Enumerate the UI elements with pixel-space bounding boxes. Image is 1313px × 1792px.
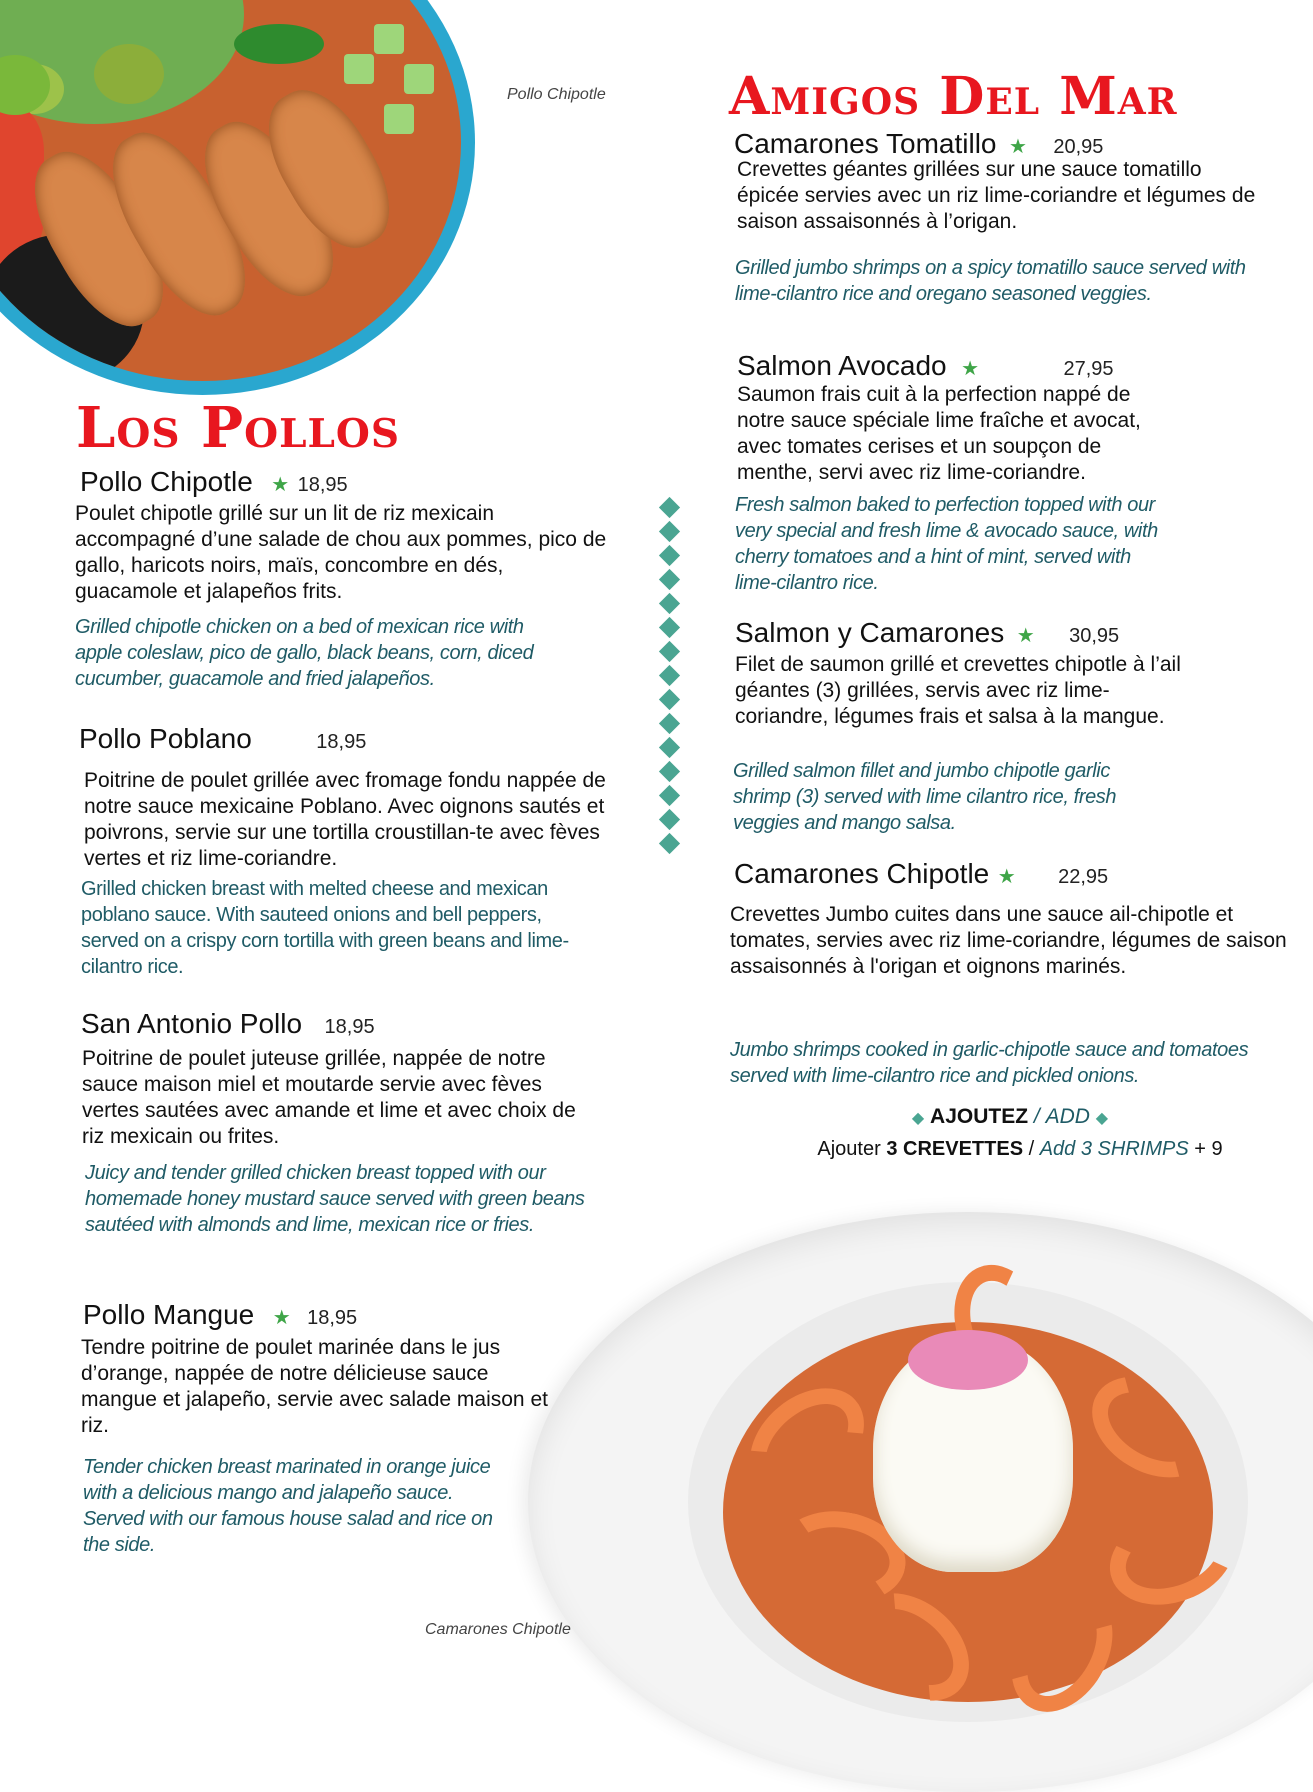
item-name: Pollo Mangue — [83, 1299, 255, 1330]
star-icon: ★ — [272, 1307, 291, 1329]
photo-caption-bottom: Camarones Chipotle — [425, 1621, 571, 1638]
menu-item-salmon-avocado — [737, 350, 1114, 382]
item-description-en: Grilled chipotle chicken on a bed of mexican rice with apple coleslaw, pico de gallo, black beans, corn, diced cucumber, guacamole and fried jalapeños. — [75, 616, 534, 690]
add-on-label-en: ADD — [1045, 1105, 1090, 1128]
add-on-shrimp-fr: 3 CREVETTES — [886, 1138, 1024, 1160]
item-name: Camarones Chipotle — [734, 858, 990, 889]
menu-item-pollo-chipotle — [80, 466, 348, 498]
star-icon: ★ — [1016, 625, 1035, 647]
add-on-slash: / — [1033, 1105, 1040, 1128]
item-name: San Antonio Pollo — [81, 1008, 303, 1039]
add-on-line — [740, 1138, 1300, 1161]
item-description-en: Tender chicken breast marinated in orange juice with a delicious mango and jalapeño sauce. Served with our famous house salad and rice on the side. — [83, 1456, 493, 1556]
menu-item-pollo-poblano — [79, 723, 366, 755]
star-icon: ★ — [997, 866, 1016, 888]
item-description-fr: Crevettes Jumbo cuites dans une sauce ail-chipotle et tomates, servies avec riz lime-coriandre, légumes de saison assaisonnés à l'origan et oignons marinés. — [730, 903, 1287, 978]
item-description-fr: Tendre poitrine de poulet marinée dans le jus d’orange, nappée de notre délicieuse sauce mangue et jalapeño, servie avec salade maison et riz. — [81, 1336, 548, 1437]
item-price: 18,95 — [297, 474, 348, 496]
camarones-chipotle-photo — [528, 1212, 1313, 1792]
diamond-icon: ◆ — [1095, 1110, 1109, 1127]
item-description-en: Juicy and tender grilled chicken breast topped with our homemade honey mustard sauce served with green beans sautéed with almonds and lime, mexican rice or fries. — [85, 1162, 585, 1236]
menu-item-camarones-chipotle — [734, 858, 1108, 890]
amigos-del-mar-title: Amigos Del Mar — [729, 66, 1178, 127]
item-price: 30,95 — [1069, 625, 1120, 647]
diamond-icon: ◆ — [911, 1110, 925, 1127]
item-price: 27,95 — [1063, 358, 1114, 380]
item-description-en: Grilled jumbo shrimps on a spicy tomatillo sauce served with lime-cilantro rice and oregano seasoned veggies. — [735, 257, 1246, 305]
add-on-prefix: Ajouter — [817, 1138, 881, 1160]
item-description-en: Fresh salmon baked to perfection topped with our very special and fresh lime & avocado sauce, with cherry tomatoes and a hint of mint, served with lime-cilantro rice. — [735, 494, 1158, 594]
add-on-heading — [730, 1105, 1290, 1129]
item-name: Pollo Poblano — [79, 723, 252, 754]
menu-item-camarones-tomatillo — [734, 128, 1103, 160]
photo-caption-top: Pollo Chipotle — [507, 86, 606, 103]
item-description-fr: Crevettes géantes grillées sur une sauce tomatillo épicée servies avec un riz lime-coriandre et légumes de saison assaisonnés à l’origan. — [737, 158, 1256, 233]
item-name: Pollo Chipotle — [80, 466, 253, 497]
diamond-divider — [660, 500, 680, 860]
item-description-fr: Saumon frais cuit à la perfection nappé de notre sauce spéciale lime fraîche et avocat, avec tomates cerises et un soupçon de menthe, servi avec riz lime-coriandre. — [737, 383, 1141, 484]
menu-item-san-antonio-pollo — [81, 1008, 375, 1040]
item-name: Salmon Avocado — [737, 350, 947, 381]
star-icon: ★ — [271, 474, 290, 496]
pollo-chipotle-photo — [0, 0, 475, 395]
item-description-en: Grilled chicken breast with melted cheese and mexican poblano sauce. With sauteed onions and bell peppers, served on a crispy corn tortilla with green beans and lime-cilantro rice. — [81, 878, 569, 978]
menu-item-salmon-y-camarones — [735, 617, 1119, 649]
add-on-label-fr: AJOUTEZ — [930, 1105, 1029, 1128]
los-pollos-title: Los Pollos — [76, 395, 401, 461]
item-description-fr: Poitrine de poulet juteuse grillée, nappée de notre sauce maison miel et moutarde servie avec fèves vertes sautées avec amande et lime et avec choix de riz mexicain ou frites. — [82, 1047, 576, 1148]
menu-item-pollo-mangue — [83, 1299, 357, 1331]
item-description-fr: Poulet chipotle grillé sur un lit de riz mexicain accompagné d’une salade de chou aux pommes, pico de gallo, haricots noirs, maïs, concombre en dés, guacamole et jalapeños frits. — [75, 502, 607, 603]
add-on-slash: / — [1028, 1138, 1035, 1160]
item-description-en: Jumbo shrimps cooked in garlic-chipotle sauce and tomatoes served with lime-cilantro rice and pickled onions. — [730, 1039, 1249, 1087]
item-description-fr: Filet de saumon grillé et crevettes chipotle à l’ail géantes (3) grillées, servis avec riz lime-coriandre, légumes frais et salsa à la mangue. — [735, 653, 1181, 728]
add-on-price: + 9 — [1194, 1138, 1223, 1160]
item-description-en: Grilled salmon fillet and jumbo chipotle garlic shrimp (3) served with lime cilantro rice, fresh veggies and mango salsa. — [733, 760, 1117, 834]
item-description-fr: Poitrine de poulet grillée avec fromage fondu nappée de notre sauce mexicaine Poblano. Avec oignons sautés et poivrons, servie sur une tortilla croustillan-te avec fèves vertes et riz lime-coriandre. — [84, 769, 606, 870]
item-price: 18,95 — [324, 1016, 375, 1038]
star-icon: ★ — [961, 358, 980, 380]
item-price: 22,95 — [1058, 866, 1109, 888]
item-price: 18,95 — [316, 731, 367, 753]
add-on-shrimp-en: Add 3 SHRIMPS — [1039, 1138, 1189, 1160]
star-icon: ★ — [1008, 136, 1027, 158]
item-price: 18,95 — [307, 1307, 358, 1329]
item-price: 20,95 — [1053, 136, 1104, 158]
item-name: Camarones Tomatillo — [734, 128, 997, 159]
item-name: Salmon y Camarones — [735, 617, 1005, 648]
